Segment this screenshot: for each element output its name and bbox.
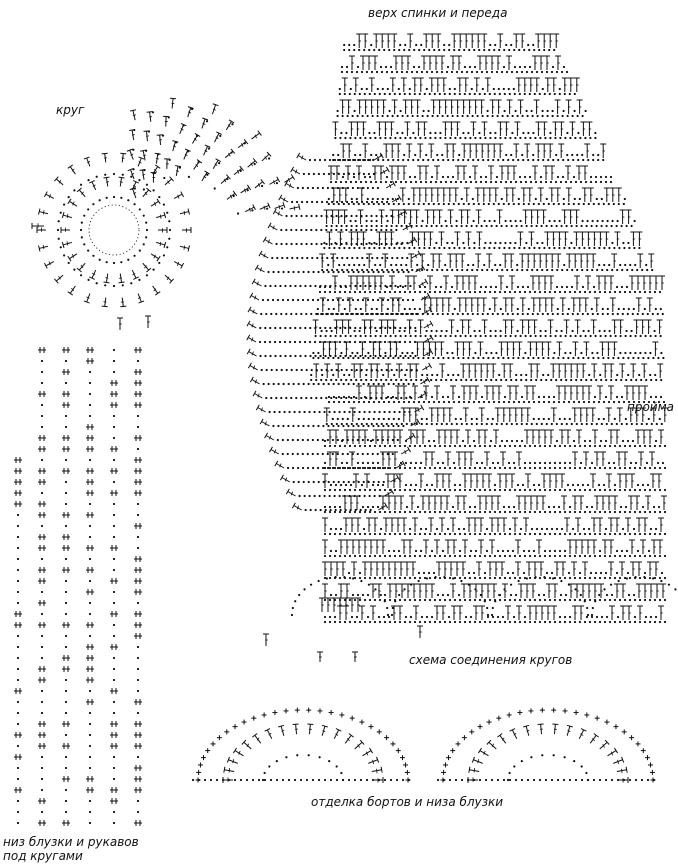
label-armhole: пройма bbox=[627, 400, 675, 414]
label-bottom-line2: под кругами bbox=[3, 849, 83, 863]
label-circle: круг bbox=[56, 103, 85, 117]
yoke-chart bbox=[310, 34, 668, 623]
label-edging: отделка бортов и низа блузки bbox=[311, 795, 504, 809]
side-panel-chart bbox=[247, 153, 434, 511]
edging-scallop-right bbox=[437, 708, 656, 783]
label-bottom-line1: низ блузки и рукавов bbox=[3, 835, 139, 849]
label-joining-scheme: схема соединения кругов bbox=[409, 653, 573, 667]
edging-scallop-left bbox=[192, 708, 411, 783]
label-top-back-front: верх спинки и переда bbox=[368, 6, 508, 20]
circle-motif-chart bbox=[32, 98, 300, 330]
bottom-strip-chart bbox=[14, 347, 142, 826]
